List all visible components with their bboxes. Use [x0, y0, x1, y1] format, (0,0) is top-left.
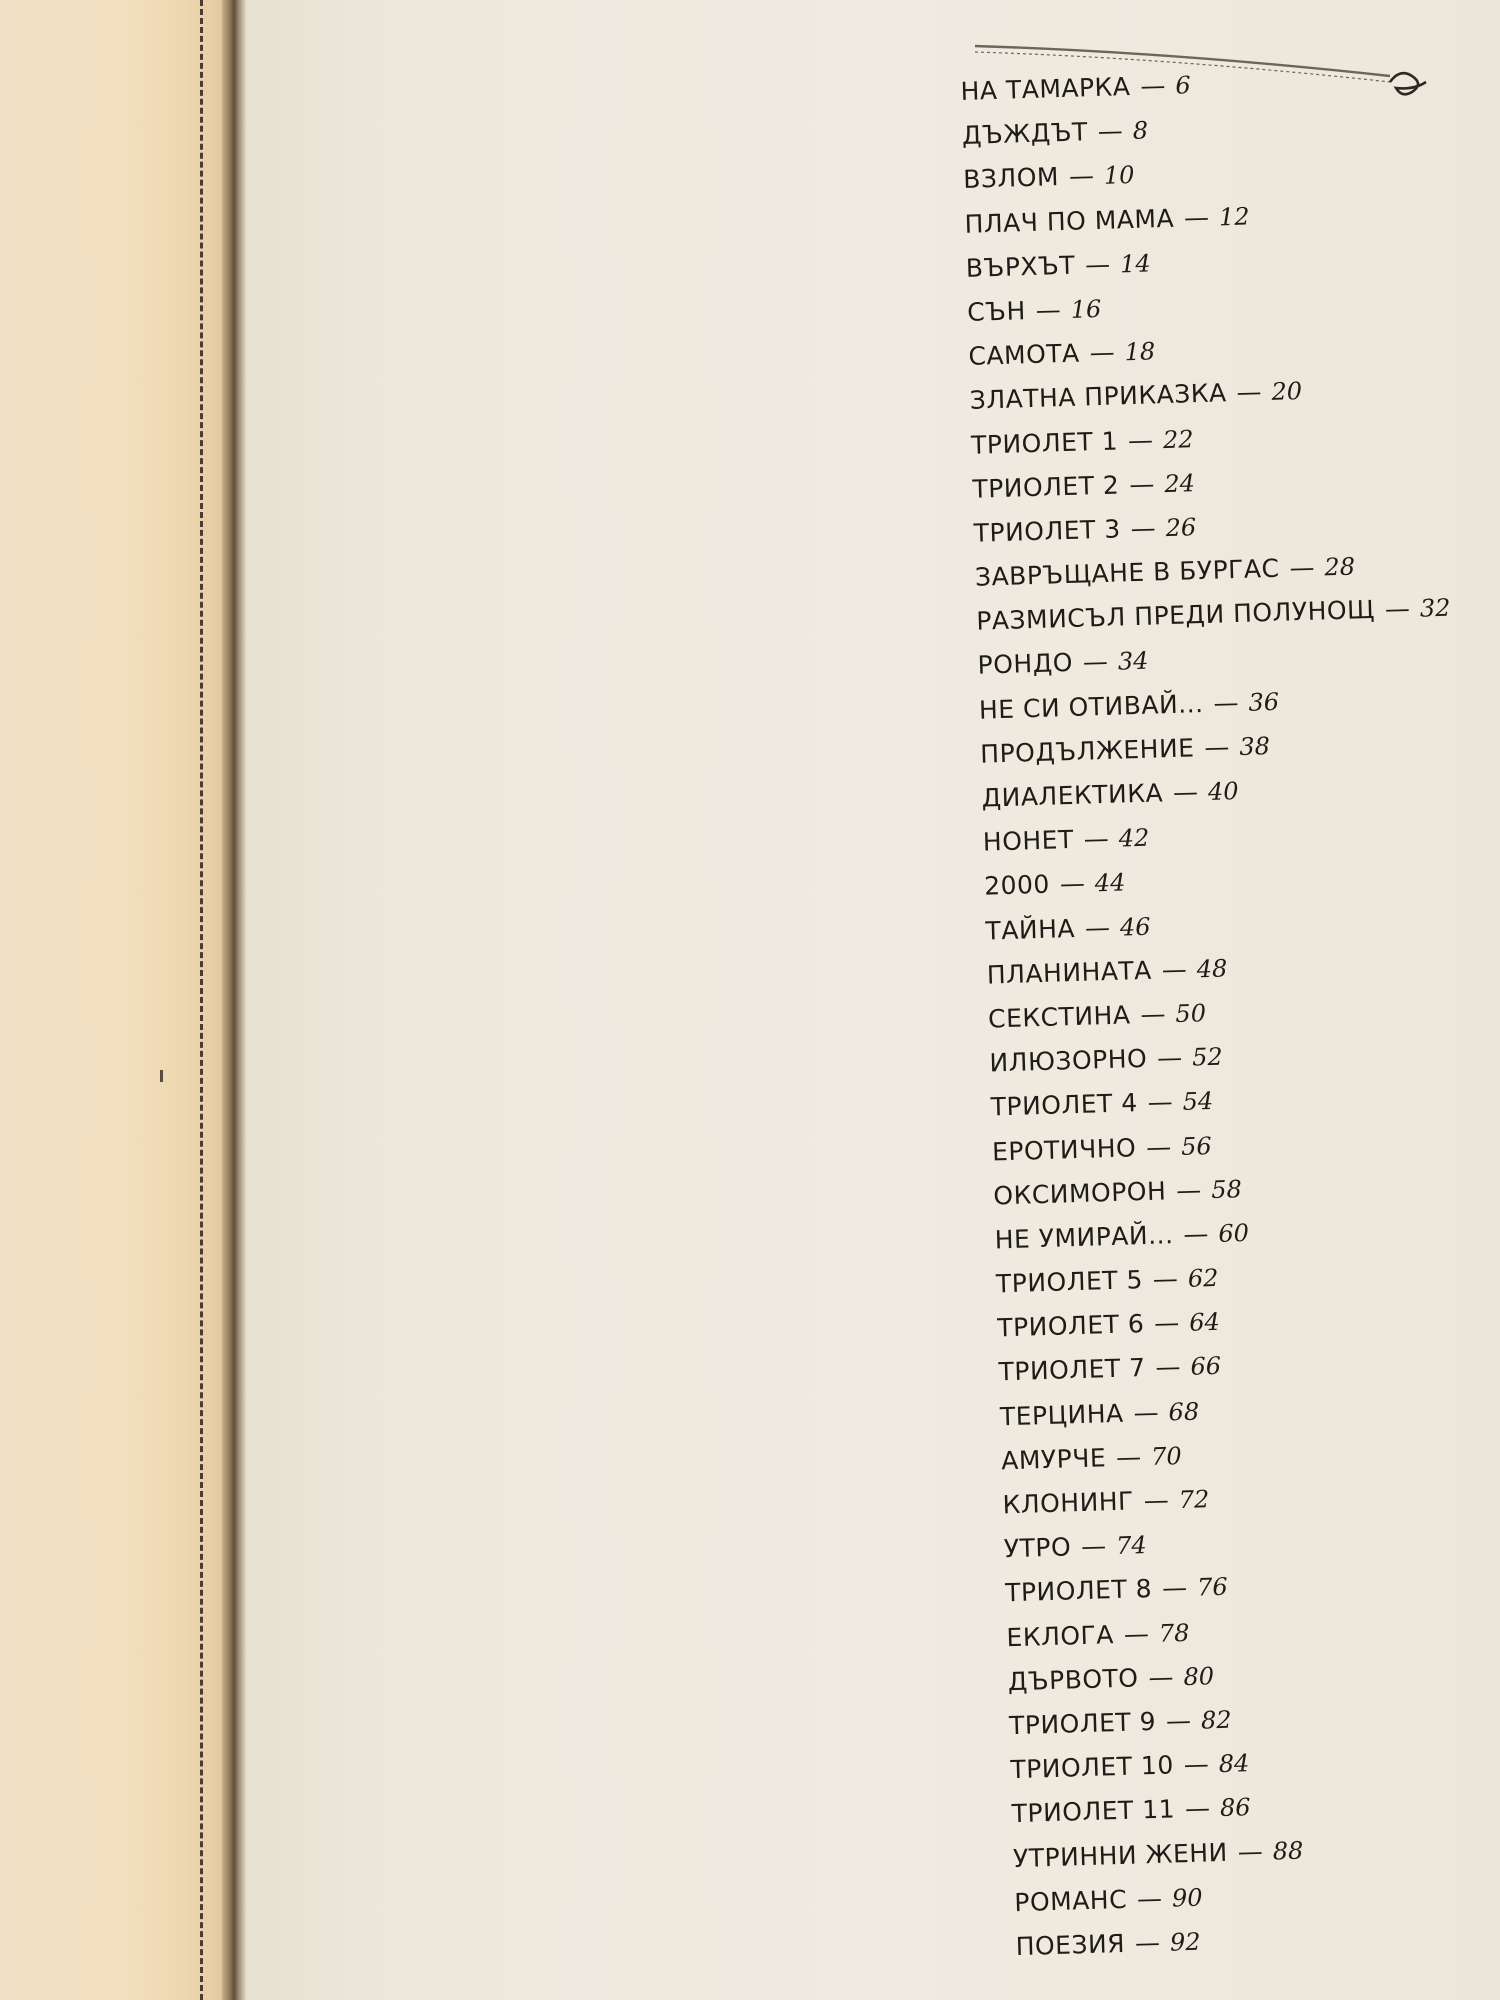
- toc-entry-title: СЪН: [966, 296, 1027, 327]
- toc-entry-separator: —: [1082, 647, 1109, 678]
- toc-entry-separator: —: [1084, 249, 1111, 280]
- binding-stitch: [200, 0, 203, 2000]
- toc-entry-page-number: 54: [1182, 1087, 1214, 1117]
- toc-entry-page-number: 34: [1117, 647, 1149, 677]
- toc-entry-page-number: 52: [1191, 1042, 1224, 1072]
- toc-entry-title: ТЕРЦИНА: [999, 1398, 1124, 1432]
- toc-entry-title: ЕРОТИЧНО: [991, 1132, 1137, 1167]
- toc-entry-title: НЕ УМИРАЙ...: [994, 1220, 1174, 1255]
- toc-entry-separator: —: [1183, 1749, 1210, 1780]
- toc-entry-title: 2000: [983, 870, 1051, 902]
- toc-entry-separator: —: [1203, 732, 1230, 762]
- toc-entry-page-number: 60: [1218, 1218, 1250, 1248]
- toc-entry-page-number: 70: [1150, 1441, 1183, 1471]
- toc-entry-page-number: 74: [1115, 1531, 1148, 1561]
- toc-entry-page-number: 20: [1271, 377, 1303, 407]
- toc-entry-title: ТРИОЛЕТ 3: [973, 514, 1122, 548]
- toc-entry-separator: —: [1035, 295, 1062, 325]
- toc-entry-separator: —: [1184, 1793, 1211, 1824]
- toc-entry-separator: —: [1156, 1042, 1183, 1073]
- toc-entry-title: РОМАНС: [1013, 1884, 1128, 1917]
- toc-entry-title: УТРО: [1003, 1532, 1072, 1564]
- toc-entry-page-number: 18: [1124, 337, 1156, 367]
- toc-entry-title: ПОЕЗИЯ: [1015, 1928, 1126, 1962]
- toc-entry-title: ВЪРХЪТ: [965, 250, 1076, 283]
- toc-entry-separator: —: [1143, 1485, 1170, 1516]
- toc-entry-separator: —: [1089, 337, 1116, 368]
- toc-entry-title: ТРИОЛЕТ 6: [996, 1309, 1145, 1343]
- toc-entry-page-number: 72: [1178, 1485, 1210, 1515]
- toc-entry-separator: —: [1115, 1442, 1142, 1472]
- toc-entry-separator: —: [1213, 687, 1239, 718]
- toc-entry-page-number: 38: [1239, 731, 1271, 761]
- toc-entry-title: ДЪЖДЪТ: [961, 117, 1089, 151]
- toc-entry-separator: —: [1145, 1131, 1172, 1162]
- toc-entry-separator: —: [1236, 377, 1262, 408]
- toc-entry-title: ЗАВРЪЩАНЕ В БУРГАС: [974, 553, 1280, 592]
- toc-entry-title: КЛОНИНГ: [1002, 1486, 1135, 1520]
- toc-entry-title: ПРОДЪЛЖЕНИЕ: [979, 733, 1195, 769]
- toc-entry-page-number: 40: [1207, 777, 1239, 806]
- toc-entry-separator: —: [1161, 954, 1188, 985]
- toc-entry-separator: —: [1237, 1836, 1264, 1867]
- toc-entry-page-number: 48: [1196, 954, 1228, 984]
- toc-entry-separator: —: [1128, 469, 1155, 499]
- toc-entry-page-number: 8: [1132, 116, 1149, 146]
- toc-entry-separator: —: [1155, 1352, 1181, 1383]
- toc-entry-page-number: 80: [1183, 1661, 1215, 1691]
- toc-entry-separator: —: [1183, 202, 1210, 232]
- toc-entry-page-number: 46: [1119, 912, 1151, 942]
- toc-entry-separator: —: [1147, 1087, 1174, 1118]
- toc-entry-page-number: 84: [1218, 1749, 1250, 1779]
- toc-entry-page-number: 12: [1218, 202, 1250, 231]
- toc-entry-page-number: 44: [1094, 868, 1126, 898]
- toc-entry-page-number: 92: [1169, 1927, 1201, 1957]
- toc-entry-page-number: 76: [1196, 1573, 1229, 1603]
- toc-entry-separator: —: [1161, 1573, 1188, 1604]
- table-of-contents: [960, 55, 1500, 1970]
- toc-entry-page-number: 28: [1324, 552, 1356, 582]
- toc-entry-title: ТРИОЛЕТ 10: [1010, 1750, 1175, 1785]
- toc-entry-separator: —: [1080, 1531, 1107, 1562]
- toc-entry-title: ТРИОЛЕТ 11: [1011, 1794, 1176, 1829]
- toc-entry-title: ТРИОЛЕТ 7: [998, 1353, 1146, 1387]
- toc-entry-page-number: 50: [1175, 999, 1207, 1028]
- toc-entry-page-number: 68: [1168, 1397, 1200, 1427]
- toc-entry-separator: —: [1152, 1264, 1179, 1294]
- toc-entry-title: ДЪРВОТО: [1007, 1663, 1139, 1697]
- toc-entry-separator: —: [1289, 552, 1315, 583]
- toc-entry-title: ПЛАЧ ПО МАМА: [964, 203, 1175, 239]
- toc-entry-title: ТРИОЛЕТ 2: [972, 470, 1120, 504]
- toc-entry-separator: —: [1084, 912, 1111, 943]
- toc-entry-page-number: 88: [1272, 1836, 1304, 1865]
- toc-entry-title: ВЗЛОМ: [962, 162, 1060, 195]
- toc-entry-title: ЕКЛОГА: [1006, 1619, 1115, 1652]
- toc-entry-separator: —: [1172, 777, 1199, 807]
- toc-entry-page-number: 56: [1180, 1131, 1213, 1161]
- toc-entry-separator: —: [1059, 869, 1086, 899]
- book-gutter: [222, 0, 246, 2000]
- toc-entry-page-number: 64: [1188, 1308, 1221, 1337]
- toc-entry-page-number: 24: [1163, 468, 1196, 498]
- toc-entry-page-number: 66: [1190, 1352, 1222, 1382]
- toc-entry-page-number: 78: [1158, 1618, 1190, 1648]
- toc-entry-separator: —: [1148, 1662, 1174, 1692]
- toc-entry-title: НА ТАМАРКА: [960, 71, 1131, 106]
- toc-entry-title: ИЛЮЗОРНО: [989, 1044, 1148, 1078]
- left-page: [0, 0, 230, 2000]
- toc-entry-title: ТАЙНА: [985, 913, 1076, 946]
- toc-entry-separator: —: [1139, 70, 1166, 101]
- toc-entry-separator: —: [1140, 999, 1166, 1029]
- toc-entry-title: РОНДО: [977, 648, 1074, 681]
- toc-entry-title: РАЗМИСЪЛ ПРЕДИ ПОЛУНОЩ: [975, 595, 1376, 637]
- toc-entry-separator: —: [1097, 116, 1124, 147]
- toc-entry-separator: —: [1130, 513, 1157, 544]
- toc-entry-title: СЕКСТИНА: [987, 1000, 1131, 1034]
- toc-entry-separator: —: [1136, 1883, 1163, 1914]
- toc-entry-page-number: 82: [1200, 1705, 1232, 1735]
- toc-entry-separator: —: [1182, 1219, 1209, 1249]
- toc-entry-title: УТРИННИ ЖЕНИ: [1012, 1837, 1229, 1873]
- toc-entry-page-number: 36: [1248, 687, 1280, 717]
- toc-entry-page-number: 62: [1187, 1263, 1219, 1293]
- toc-entry-page-number: 90: [1171, 1883, 1203, 1913]
- toc-entry-page-number: 6: [1174, 71, 1192, 100]
- toc-entry-title: ДИАЛЕКТИКА: [981, 778, 1164, 813]
- toc-entry-separator: —: [1127, 424, 1154, 455]
- toc-entry-separator: —: [1165, 1705, 1192, 1736]
- toc-entry-page-number: 10: [1103, 161, 1135, 191]
- toc-entry-title: САМОТА: [968, 338, 1081, 371]
- toc-entry-title: ТРИОЛЕТ 8: [1004, 1574, 1153, 1608]
- toc-entry-separator: —: [1083, 824, 1110, 854]
- toc-entry-page-number: 26: [1165, 513, 1197, 542]
- toc-entry-separator: —: [1123, 1618, 1150, 1649]
- toc-entry-separator: —: [1384, 594, 1411, 624]
- toc-entry-page-number: 14: [1119, 249, 1152, 279]
- toc-entry-title: ЗЛАТНА ПРИКАЗКА: [969, 378, 1227, 416]
- toc-entry-title: ОКСИМОРОН: [992, 1176, 1167, 1211]
- toc-entry-title: АМУРЧЕ: [1000, 1443, 1107, 1476]
- toc-entry-title: НОНЕТ: [982, 825, 1075, 857]
- toc-entry-separator: —: [1068, 161, 1095, 192]
- toc-entry-page-number: 42: [1118, 823, 1150, 853]
- toc-entry-title: ПЛАНИНАТА: [986, 955, 1153, 990]
- toc-entry-separator: —: [1153, 1308, 1180, 1339]
- toc-entry-title: ТРИОЛЕТ 1: [970, 425, 1119, 460]
- toc-entry-page-number: 16: [1070, 294, 1102, 324]
- toc-entry-page-number: 86: [1219, 1793, 1251, 1823]
- toc-entry-separator: —: [1134, 1927, 1161, 1958]
- toc-entry-title: ТРИОЛЕТ 5: [995, 1265, 1144, 1299]
- toc-entry-title: ТРИОЛЕТ 4: [990, 1088, 1139, 1122]
- toc-entry-title: НЕ СИ ОТИВАЙ...: [978, 688, 1204, 725]
- toc-entry-page-number: 22: [1162, 424, 1194, 454]
- paper-mark: [160, 1070, 163, 1082]
- toc-entry-separator: —: [1175, 1175, 1202, 1205]
- toc-entry-page-number: 32: [1419, 593, 1451, 623]
- toc-entry-separator: —: [1133, 1397, 1159, 1428]
- toc-entry-title: ТРИОЛЕТ 9: [1008, 1706, 1157, 1741]
- toc-entry-page-number: 58: [1210, 1174, 1243, 1204]
